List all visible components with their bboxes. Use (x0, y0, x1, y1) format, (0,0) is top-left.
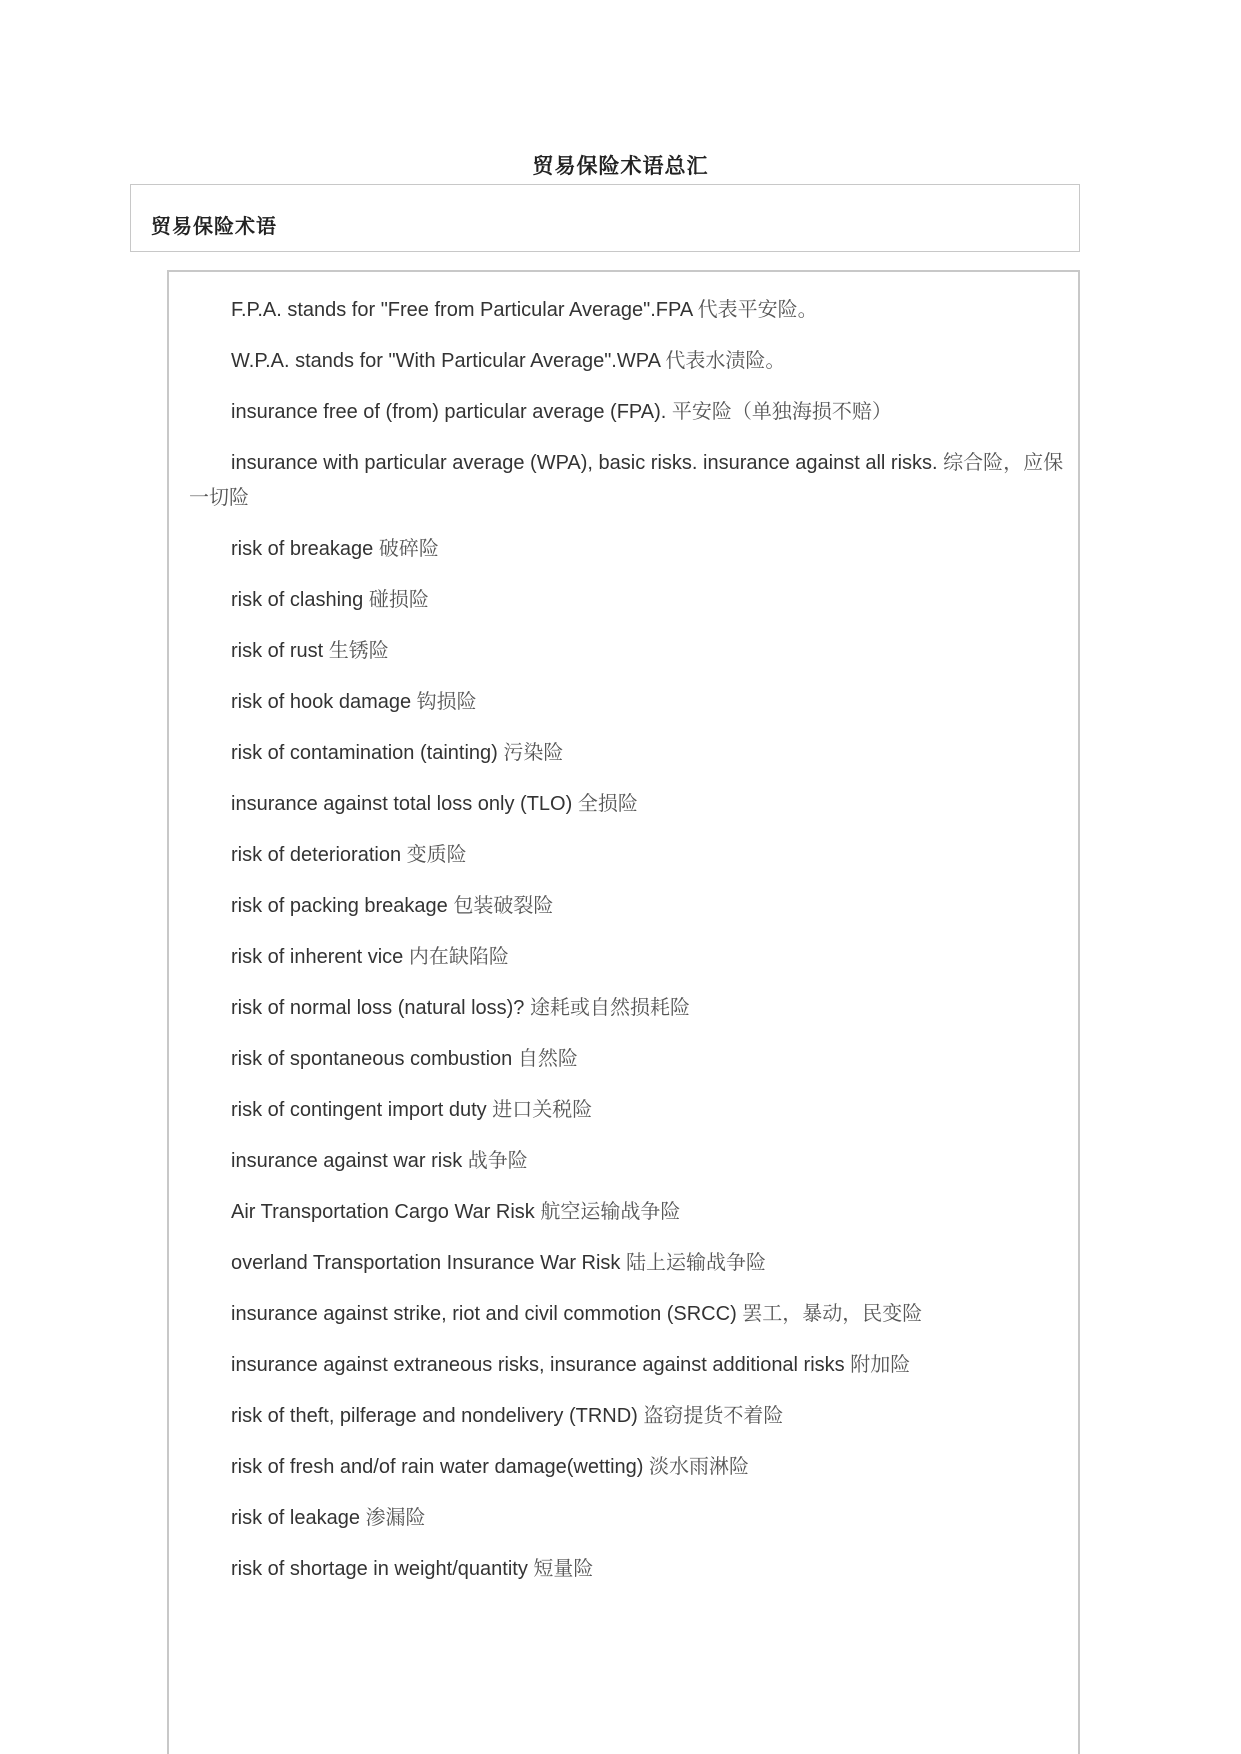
term-chinese: 进口关税险 (492, 1097, 593, 1121)
term-chinese: 附加险 (850, 1352, 911, 1376)
term-chinese: 钩损险 (416, 689, 477, 713)
term-item (189, 888, 1068, 923)
term-item (189, 343, 1068, 378)
term-english: risk of shortage in weight/quantity (231, 1558, 534, 1580)
term-item (189, 786, 1068, 821)
term-chinese: 内在缺陷险 (408, 944, 509, 968)
term-chinese: 碰损险 (368, 587, 429, 611)
document-title: 贸易保险术语总汇 (532, 154, 709, 178)
term-list (189, 292, 1068, 1602)
term-english: risk of hook damage (231, 691, 417, 713)
term-english: F.P.A. stands for "Free from Particular Average".FPA (231, 299, 698, 321)
term-chinese: 生锈险 (328, 638, 389, 662)
term-english: insurance with particular average (WPA), basic risks. insurance against all risks. (231, 452, 944, 474)
term-english: risk of contamination (tainting) (231, 742, 504, 764)
term-english: risk of leakage (231, 1507, 366, 1529)
term-item (189, 1143, 1068, 1178)
term-chinese: 全损险 (577, 791, 638, 815)
term-item (189, 633, 1068, 668)
term-chinese: 代表水渍险。 (665, 348, 786, 372)
term-item (189, 939, 1068, 974)
term-chinese: 综合险，应保一切险 (189, 450, 1064, 509)
term-chinese: 淡水雨淋险 (648, 1454, 749, 1478)
term-english: risk of inherent vice (231, 946, 409, 968)
term-item (189, 1194, 1068, 1229)
term-item (189, 1398, 1068, 1433)
term-english: risk of theft, pilferage and nondelivery (TRND) (231, 1405, 644, 1427)
term-item (189, 1092, 1068, 1127)
term-chinese: 罢工，暴动，民变险 (742, 1301, 923, 1325)
term-chinese: 途耗或自然损耗险 (529, 995, 690, 1019)
term-chinese: 战争险 (467, 1148, 528, 1172)
term-english: risk of deterioration (231, 844, 407, 866)
section-heading: 贸易保险术语 (151, 214, 277, 238)
term-item (189, 1347, 1068, 1382)
term-item (189, 735, 1068, 770)
term-english: risk of clashing (231, 589, 369, 611)
term-chinese: 污染险 (503, 740, 564, 764)
term-english: W.P.A. stands for "With Particular Average".WPA (231, 350, 666, 372)
term-item (189, 990, 1068, 1025)
terms-content-box (167, 270, 1080, 1754)
term-english: insurance against strike, riot and civil commotion (SRCC) (231, 1303, 743, 1325)
term-chinese: 陆上运输战争险 (626, 1250, 766, 1274)
term-english: risk of spontaneous combustion (231, 1048, 518, 1070)
term-item (189, 582, 1068, 617)
term-item (189, 531, 1068, 566)
term-english: risk of normal loss (natural loss)? (231, 997, 530, 1019)
term-chinese: 变质险 (406, 842, 467, 866)
term-chinese: 包装破裂险 (453, 893, 554, 917)
term-item (189, 1500, 1068, 1535)
term-english: insurance against extraneous risks, insurance against additional risks (231, 1354, 851, 1376)
section-header-box (130, 184, 1080, 252)
term-english: insurance against war risk (231, 1150, 468, 1172)
term-chinese: 破碎险 (378, 536, 439, 560)
term-item (189, 1551, 1068, 1586)
term-chinese: 盗窃提货不着险 (643, 1403, 784, 1427)
term-item (189, 1449, 1068, 1484)
term-chinese: 平安险（单独海损不赔） (671, 399, 892, 423)
term-chinese: 航空运输战争险 (540, 1199, 681, 1223)
term-english: insurance free of (from) particular average (FPA). (231, 401, 672, 423)
term-english: risk of rust (231, 640, 329, 662)
term-item (189, 1041, 1068, 1076)
term-english: risk of fresh and/of rain water damage(wetting) (231, 1456, 649, 1478)
term-item (189, 1245, 1068, 1280)
term-item (189, 445, 1068, 515)
term-chinese: 自然险 (517, 1046, 578, 1070)
term-english: risk of breakage (231, 538, 379, 560)
term-english: risk of packing breakage (231, 895, 454, 917)
term-chinese: 渗漏险 (365, 1505, 426, 1529)
term-english: Air Transportation Cargo War Risk (231, 1201, 541, 1223)
term-item (189, 1296, 1068, 1331)
term-item (189, 684, 1068, 719)
term-english: overland Transportation Insurance War Risk (231, 1252, 626, 1274)
term-chinese: 短量险 (533, 1556, 594, 1580)
term-chinese: 代表平安险。 (697, 297, 818, 321)
term-item (189, 292, 1068, 327)
term-english: insurance against total loss only (TLO) (231, 793, 578, 815)
term-item (189, 837, 1068, 872)
term-english: risk of contingent import duty (231, 1099, 493, 1121)
term-item (189, 394, 1068, 429)
